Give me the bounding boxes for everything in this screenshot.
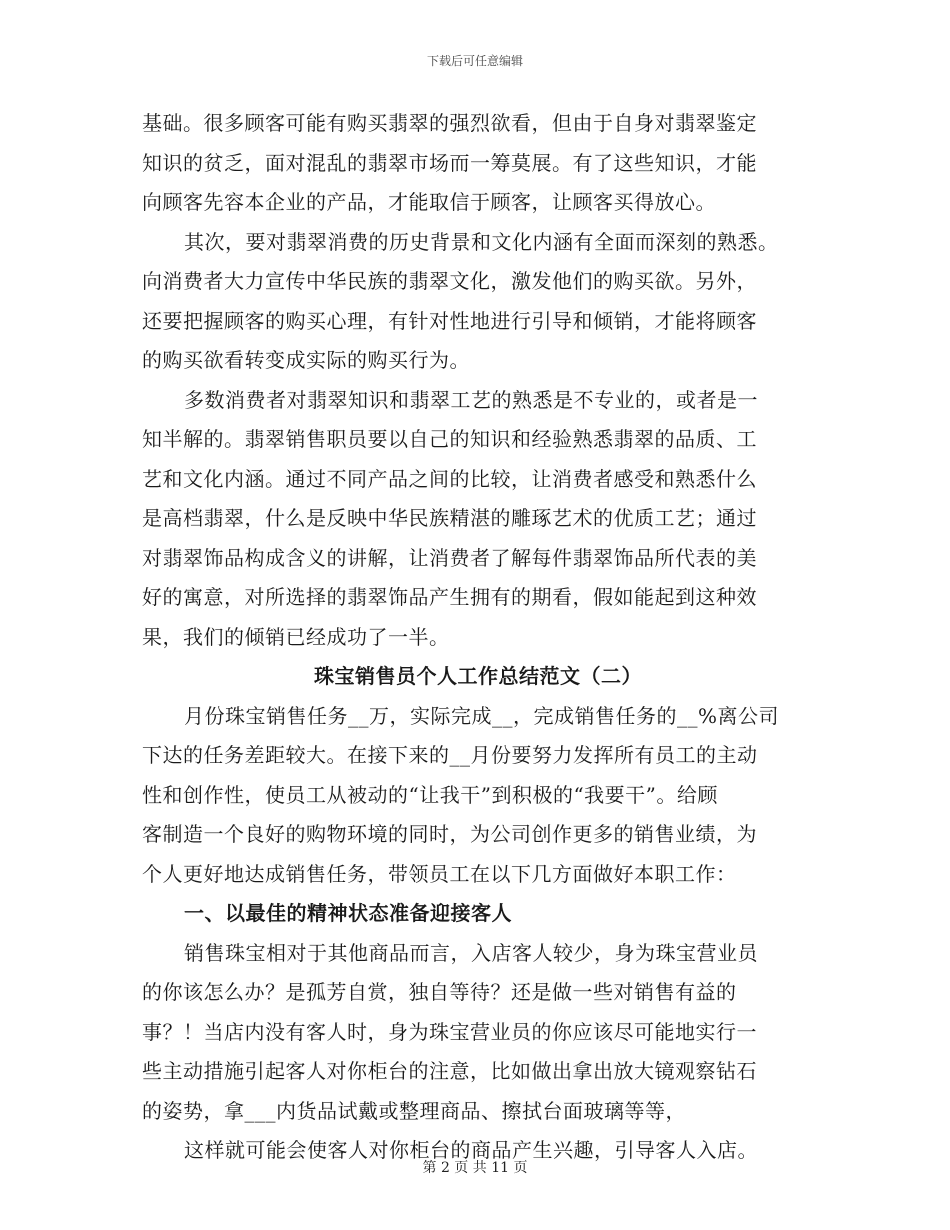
text-line: 些主动措施引起客人对你柜台的注意，比如做出拿出放大镜观察钻石: [142, 1059, 757, 1083]
subsection-heading: 一、以最佳的精神状态准备迎接客人: [184, 901, 512, 925]
paragraph-start: 月份珠宝销售任务__万，实际完成__，完成销售任务的__%离公司: [184, 703, 780, 728]
text-line: 的姿势，拿___内货品试戴或整理商品、擦拭台面玻璃等等，: [142, 1098, 686, 1123]
text-line: 事？！当店内没有客人时，身为珠宝营业员的你应该尽可能地实行一: [142, 1019, 757, 1044]
text-line: 客制造一个良好的购物环境的同时，为公司创作更多的销售业绩，为: [142, 822, 757, 846]
page-header-note: 下载后可任意编辑: [426, 54, 523, 68]
text-line: 对翡翠饰品构成含义的讲解，让消费者了解每件翡翠饰品所代表的美: [142, 545, 757, 570]
document-body: [142, 104, 814, 1171]
text-line: 下达的任务差距较大。在接下来的__月份要努力发挥所有员工的主动: [142, 743, 758, 767]
page-number-footer: 第 2 页 共 11 页: [422, 1160, 528, 1176]
paragraph-start: 这样就可能会使客人对你柜台的商品产生兴趣，引导客人入店。: [184, 1138, 758, 1162]
paragraph-start: 销售珠宝相对于其他商品而言，入店客人较少，身为珠宝营业员: [184, 940, 758, 965]
section-title: 珠宝销售员个人工作总结范文（二）: [314, 664, 642, 688]
text-line: 的购买欲看转变成实际的购买行为。: [142, 348, 470, 372]
text-line: 果，我们的倾销已经成功了一半。: [142, 624, 450, 649]
paragraph-start: 多数消费者对翡翠知识和翡翠工艺的熟悉是不专业的，或者是一: [184, 387, 758, 412]
text-line: 知半解的。翡翠销售职员要以自己的知识和经验熟悉翡翠的品质、工: [142, 427, 757, 451]
text-line: 是高档翡翠，什么是反映中华民族精湛的雕琢艺术的优质工艺；通过: [142, 506, 757, 530]
text-line: 的你该怎么办？是孤芳自赏，独自等待？还是做一些对销售有益的: [142, 980, 737, 1004]
text-line: 艺和文化内涵。通过不同产品之间的比较，让消费者感受和熟悉什么: [142, 466, 757, 491]
text-line: 向顾客先容本企业的产品，才能取信于顾客，让顾客买得放心。: [142, 190, 716, 214]
text-line: 好的寓意，对所选择的翡翠饰品产生拥有的期看，假如能起到这种效: [142, 585, 757, 609]
text-line: 基础。很多顾客可能有购买翡翠的强烈欲看，但由于自身对翡翠鉴定: [142, 111, 757, 135]
text-line: 知识的贫乏，面对混乱的翡翠市场而一筹莫展。有了这些知识，才能: [142, 150, 757, 175]
paragraph-start: 其次，要对翡翠消费的历史背景和文化内涵有全面而深刻的熟悉。: [184, 229, 779, 254]
text-line: 向消费者大力宣传中华民族的翡翠文化，激发他们的购买欲。另外，: [142, 269, 757, 293]
text-line: 个人更好地达成销售任务，带领员工在以下几方面做好本职工作：: [142, 861, 737, 886]
text-line: 性和创作性，使员工从被动的“让我干”到积极的“我要干”。给顾: [142, 782, 718, 807]
text-line: 还要把握顾客的购买心理，有针对性地进行引导和倾销，才能将顾客: [142, 308, 757, 333]
